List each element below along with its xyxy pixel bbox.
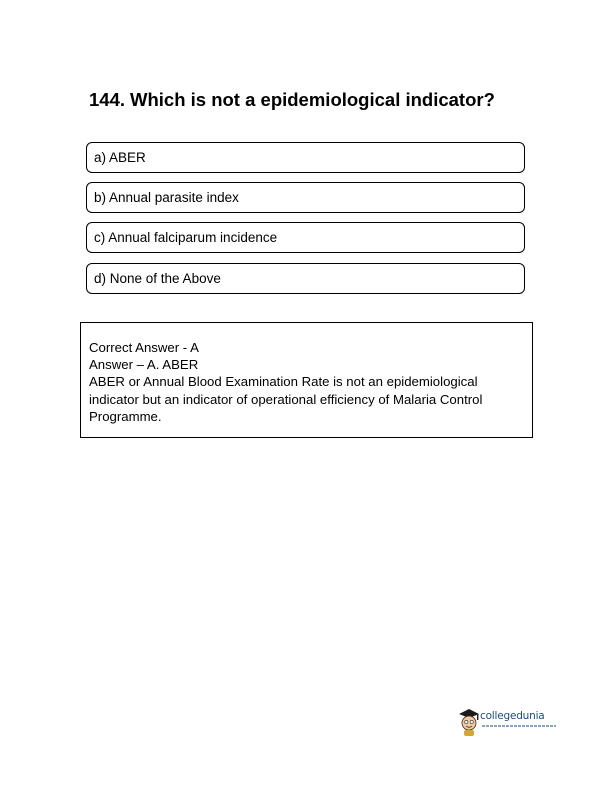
option-c[interactable]: c) Annual falciparum incidence (86, 222, 525, 253)
logo-wordmark: collegedunia (480, 710, 545, 722)
option-d[interactable]: d) None of the Above (86, 263, 525, 294)
question-text: Which is not a epidemiological indicator? (130, 89, 495, 110)
option-b[interactable]: b) Annual parasite index (86, 182, 525, 213)
option-a[interactable]: a) ABER (86, 142, 525, 173)
answer-explanation: ABER or Annual Blood Examination Rate is not an epidemiological indicator but an indicator of operational efficiency of Malaria Control Programme. (89, 374, 483, 424)
logo-tagline (482, 725, 556, 727)
answer-box (80, 322, 533, 438)
question-heading (89, 88, 509, 111)
question-number: 144. (89, 89, 126, 110)
collegedunia-logo (457, 706, 557, 738)
graduate-mascot-icon (457, 706, 481, 738)
answer-line: Answer – A. ABER (89, 357, 199, 373)
correct-answer: Correct Answer - A (89, 340, 199, 355)
